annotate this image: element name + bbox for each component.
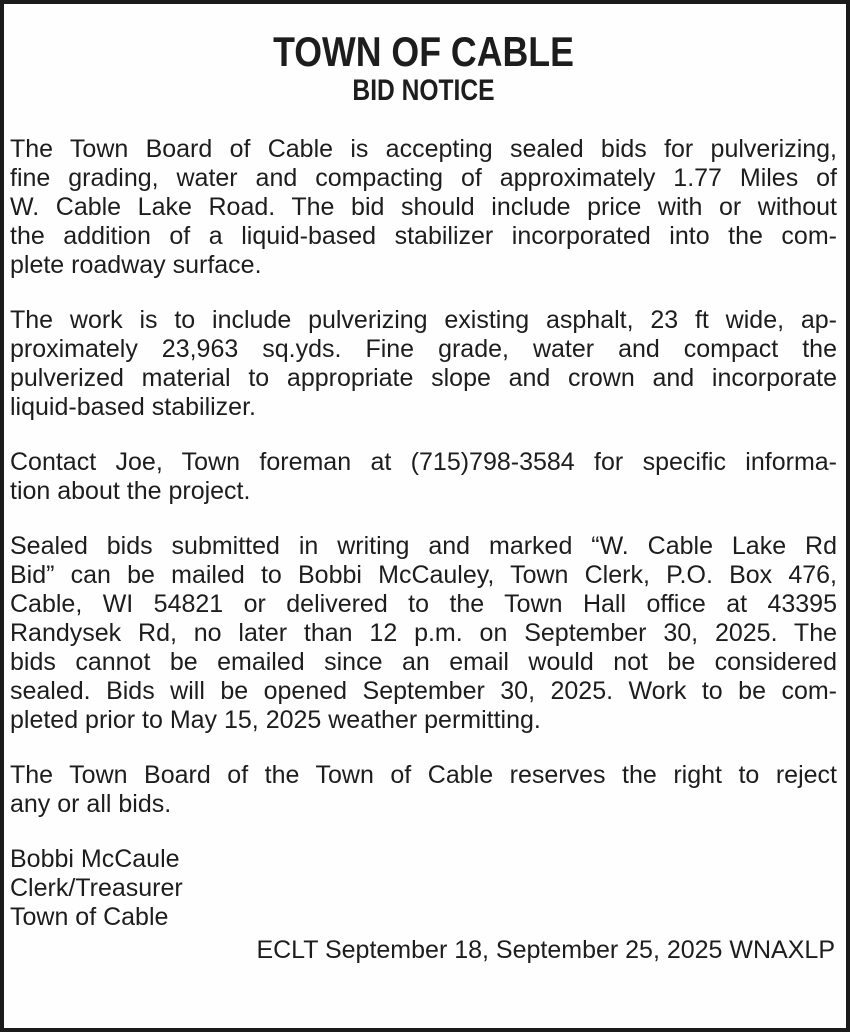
- notice-title: TOWN OF CABLE: [273, 28, 574, 75]
- text-line: Contact Joe, Town foreman at (715)798-3584 for specific informa-: [10, 448, 837, 476]
- text-line: The Town Board of the Town of Cable reserves the right to reject: [10, 761, 837, 789]
- text-line: proximately 23,963 sq.yds. Fine grade, water and compact the: [10, 335, 837, 363]
- text-line: the addition of a liquid-based stabilizer incorporated into the com-: [10, 222, 837, 250]
- text-line: tion about the project.: [10, 477, 251, 505]
- publication-footer: ECLT September 18, September 25, 2025 WNAXLP: [256, 936, 835, 964]
- text-line: W. Cable Lake Road. The bid should include price with or without: [10, 193, 837, 221]
- text-line: Town of Cable: [10, 903, 169, 931]
- text-line: fine grading, water and compacting of approximately 1.77 Miles of: [10, 164, 837, 192]
- text-line: sealed. Bids will be opened September 30, 2025. Work to be com-: [10, 677, 837, 705]
- paragraph: [10, 306, 837, 422]
- text-line: Bid” can be mailed to Bobbi McCauley, Town Clerk, P.O. Box 476,: [10, 561, 837, 589]
- text-line: liquid-based stabilizer.: [10, 393, 256, 421]
- signature-block: [10, 845, 837, 932]
- paragraph: [10, 532, 837, 735]
- paragraph: [10, 448, 837, 506]
- notice-header: [10, 30, 837, 108]
- text-line: bids cannot be emailed since an email would not be considered: [10, 648, 837, 676]
- notice-subtitle: BID NOTICE: [352, 74, 495, 107]
- text-line: plete roadway surface.: [10, 251, 262, 279]
- text-line: pleted prior to May 15, 2025 weather permitting.: [10, 706, 541, 734]
- paragraph: [10, 135, 837, 280]
- text-line: pulverized material to appropriate slope and crown and incorporate: [10, 364, 837, 392]
- text-line: Randysek Rd, no later than 12 p.m. on September 30, 2025. The: [10, 619, 837, 647]
- text-line: Clerk/Treasurer: [10, 874, 183, 902]
- text-line: The Town Board of Cable is accepting sealed bids for pulverizing,: [10, 135, 837, 163]
- text-line: Bobbi McCaule: [10, 845, 180, 873]
- text-line: Sealed bids submitted in writing and marked “W. Cable Lake Rd: [10, 532, 837, 560]
- text-line: The work is to include pulverizing existing asphalt, 23 ft wide, ap-: [10, 306, 837, 334]
- text-line: Cable, WI 54821 or delivered to the Town Hall office at 43395: [10, 590, 837, 618]
- paragraph: [10, 761, 837, 819]
- text-line: any or all bids.: [10, 790, 172, 818]
- notice-body: [10, 135, 837, 819]
